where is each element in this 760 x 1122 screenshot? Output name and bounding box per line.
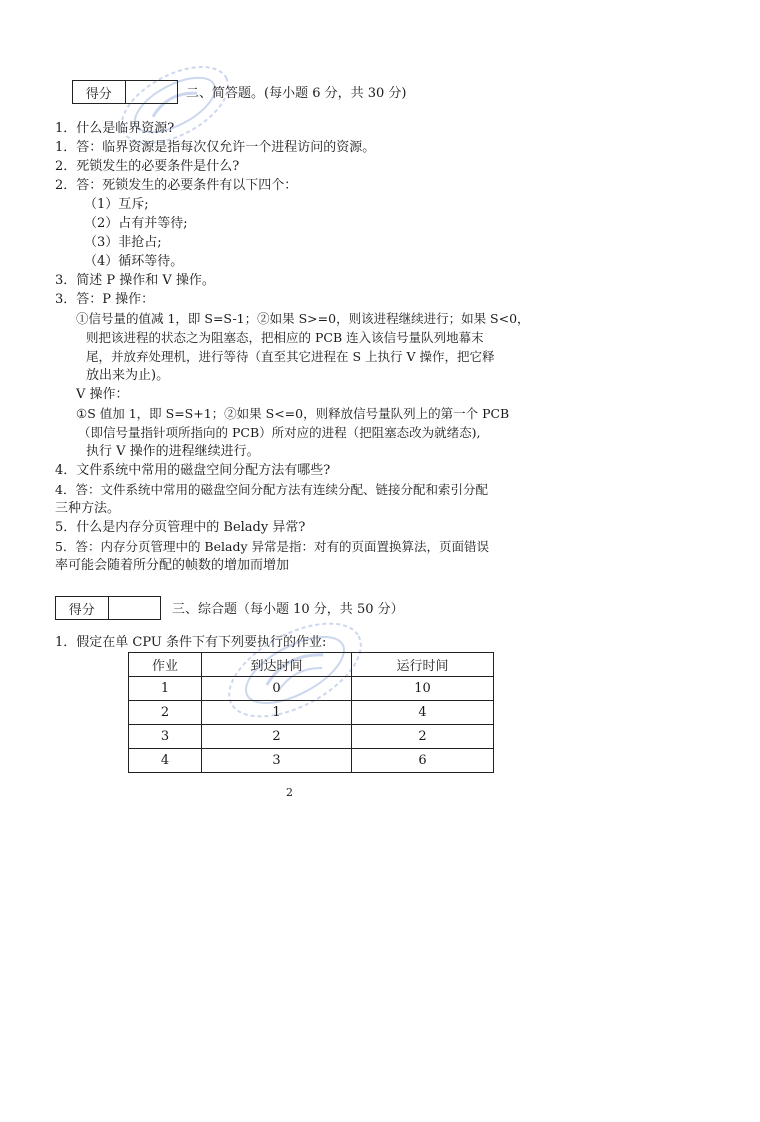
table-cell: 3 bbox=[202, 749, 352, 773]
table-cell: 6 bbox=[352, 749, 494, 773]
table-row bbox=[129, 749, 494, 773]
question1: 1．假定在单 CPU 条件下有下列要执行的作业: bbox=[55, 635, 327, 650]
table-header: 到达时间 bbox=[202, 653, 352, 677]
table-row bbox=[129, 725, 494, 749]
qa-line: 率可能会随着所分配的帧数的增加而增加 bbox=[55, 558, 290, 573]
section2-heading: 二、简答题。(每小题 6 分，共 30 分) bbox=[186, 86, 407, 101]
table-cell: 4 bbox=[352, 701, 494, 725]
qa-line: 2．答：死锁发生的必要条件有以下四个： bbox=[55, 178, 298, 193]
qa-line: 放出来为止)。 bbox=[86, 368, 170, 383]
table-cell: 1 bbox=[129, 677, 202, 701]
qa-line: （2）占有并等待; bbox=[84, 216, 188, 231]
table-cell: 10 bbox=[352, 677, 494, 701]
score-label: 得分 bbox=[73, 81, 126, 103]
table-cell: 0 bbox=[202, 677, 352, 701]
qa-line: V 操作： bbox=[76, 387, 129, 402]
jobs-table bbox=[128, 652, 494, 773]
table-cell: 2 bbox=[202, 725, 352, 749]
score-blank bbox=[126, 81, 178, 103]
section3-heading: 三、综合题（每小题 10 分，共 50 分） bbox=[172, 602, 404, 617]
qa-line: 1．答：临界资源是指每次仅允许一个进程访问的资源。 bbox=[55, 140, 376, 155]
table-row bbox=[129, 701, 494, 725]
qa-line: 5．答：内存分页管理中的 Belady 异常是指：对有的页面置换算法，页面错误 bbox=[55, 539, 489, 554]
qa-line: （4）循环等待。 bbox=[84, 254, 184, 269]
qa-line: （即信号量指针项所指向的 PCB）所对应的进程（把阻塞态改为就绪态), bbox=[78, 425, 481, 440]
qa-line: 3．答：P 操作： bbox=[55, 292, 155, 307]
score-blank bbox=[109, 597, 161, 619]
score-box-section2 bbox=[72, 80, 178, 104]
qa-line: 4．文件系统中常用的磁盘空间分配方法有哪些? bbox=[55, 463, 331, 478]
qa-line: （1）互斥; bbox=[84, 197, 149, 212]
qa-line: 1．什么是临界资源? bbox=[55, 121, 175, 136]
qa-line: 5．什么是内存分页管理中的 Belady 异常? bbox=[55, 520, 306, 535]
page-number: 2 bbox=[286, 786, 293, 799]
score-box-section3 bbox=[55, 596, 161, 620]
table-header: 作业 bbox=[129, 653, 202, 677]
qa-line: 三种方法。 bbox=[55, 501, 121, 516]
table-header: 运行时间 bbox=[352, 653, 494, 677]
qa-line: 执行 V 操作的进程继续进行。 bbox=[86, 444, 260, 459]
table-cell: 3 bbox=[129, 725, 202, 749]
qa-line: 尾，并放弃处理机，进行等待（直至其它进程在 S 上执行 V 操作，把它释 bbox=[86, 349, 495, 364]
table-cell: 4 bbox=[129, 749, 202, 773]
table-cell: 2 bbox=[129, 701, 202, 725]
score-label: 得分 bbox=[56, 597, 109, 619]
qa-line: ①信号量的值减 1，即 S=S-1；②如果 S>=0，则该进程继续进行；如果 S<0， bbox=[76, 311, 530, 326]
qa-line: （3）非抢占; bbox=[84, 235, 162, 250]
qa-line: 4．答：文件系统中常用的磁盘空间分配方法有连续分配、链接分配和索引分配 bbox=[55, 482, 488, 497]
table-cell: 2 bbox=[352, 725, 494, 749]
qa-line: 3．简述 P 操作和 V 操作。 bbox=[55, 273, 215, 288]
qa-line: 2．死锁发生的必要条件是什么? bbox=[55, 159, 240, 174]
table-cell: 1 bbox=[202, 701, 352, 725]
table-row bbox=[129, 677, 494, 701]
table-header-row bbox=[129, 653, 494, 677]
qa-line: ①S 值加 1，即 S=S+1；②如果 S<=0，则释放信号量队列上的第一个 PCB bbox=[76, 406, 510, 421]
qa-line: 则把该进程的状态之为阻塞态，把相应的 PCB 连入该信号量队列地幕末 bbox=[86, 330, 484, 345]
